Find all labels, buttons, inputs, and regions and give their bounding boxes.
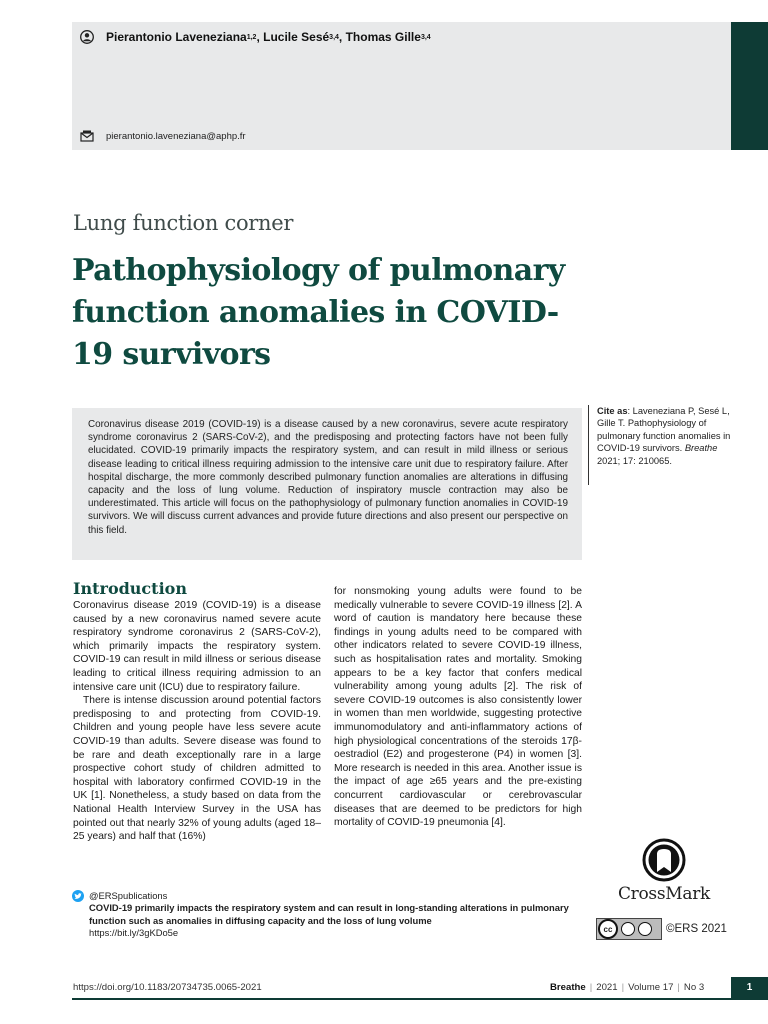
cite-journal: Breathe bbox=[684, 443, 718, 454]
abstract: Coronavirus disease 2019 (COVID-19) is a disease caused by a new coronavirus, severe acute respiratory syndrome coronavirus 2 (SARS-CoV-2), and the predisposing and protecting factors have not been fully elucidated. COVID-19 primarily impacts the respiratory system, and can result in mild illness or serious disease leading to critical illness requiring admission to the intensive care unit due to respiratory failure. After hospital discharge, the more commonly described pulmonary function anomalies are alterations in diffusing capacity and the loss of lung volume. Reduction of inspiratory muscle contraction may also be underestimated. This article will focus on the pathophysiology of pulmonary function anomalies in COVID-19 survivors. We will discuss current advances and provide future directions and also present our perspective on this field. bbox=[72, 408, 582, 560]
copyright-text: ©ERS 2021 bbox=[666, 923, 727, 935]
body-column-right bbox=[334, 585, 582, 830]
cite-text-end: 2021; 17: 210065. bbox=[597, 455, 672, 466]
body-column-left bbox=[73, 599, 321, 844]
journal-info: Breathe | 2021 | Volume 17 | No 3 bbox=[550, 982, 705, 993]
tweet-box bbox=[72, 890, 572, 940]
journal-issue: No 3 bbox=[683, 982, 705, 993]
author-email-link[interactable]: pierantonio.laveneziana@aphp.fr bbox=[106, 130, 246, 142]
license-row bbox=[596, 918, 727, 940]
email-line bbox=[80, 130, 246, 142]
journal-year: 2021 bbox=[596, 982, 618, 993]
twitter-bird-icon bbox=[72, 890, 84, 902]
body-paragraph: for nonsmoking young adults were found to be medically vulnerable to severe COVID-19 illness [2]. A word of caution is mandatory here because these findings in young adults need to be compared with other indicators related to severe COVID-19 illness, such as hospitalisation rates and mortality. Smoking appears to be a key factor that confers medical vulnerability among young adults [2]. The risk of severe COVID-19 outcomes is also consistently lower in women than men worldwide, suggesting protective immunomodulatory and anti-inflammatory actions of high physiological concentrations of the steroids 17β-oestradiol (E2) and progesterone (P4) in women [3]. More research is needed in this area. Another issue is the impact of age ≥65 years and the pre-existing concurrent cardiovascular or cerebrovascular diseases that are deemed to be predictors for high mortality of COVID-19 pneumonia [4]. bbox=[334, 586, 582, 829]
crossmark-label: CrossMark bbox=[617, 884, 711, 904]
body-paragraph: There is intense discussion around potential factors predisposing to and protecting from COVID-19. Children and young people have less severe acute COVID-19 than adults. Severe disease was found to be rare and death exceptionally rare in a large prospective cohort study of children admitted to hospital with laboratory confirmed COVID-19 in the UK [1]. Nonetheless, a study based on data from the National Health Interview Survey in the USA has pointed out that nearly 32% of young adults (aged 18–25 years) and half that (16%) bbox=[73, 695, 321, 843]
body-paragraph: Coronavirus disease 2019 (COVID-19) is a disease caused by a new coronavirus named severe acute respiratory syndrome coronavirus 2 (SARS-CoV-2), which primarily impacts the respiratory system. COVID-19 can result in mild illness or serious disease leading to critical illness requiring admission to an intensive care unit (ICU) due to respiratory failure. bbox=[73, 600, 321, 693]
citation-box bbox=[588, 405, 738, 485]
author-name: Pierantonio Laveneziana bbox=[106, 30, 247, 44]
article-title: Pathophysiology of pulmonary function anomalies in COVID-19 survivors bbox=[72, 253, 565, 372]
crossmark-icon bbox=[642, 838, 686, 882]
person-circle-icon bbox=[80, 30, 94, 44]
cc-logo: cc bbox=[598, 919, 618, 939]
tweet-link[interactable]: https://bit.ly/3gKDo5e bbox=[89, 927, 179, 939]
tweet-handle[interactable]: @ERSpublications bbox=[89, 890, 168, 901]
author-name: Thomas Gille bbox=[345, 30, 421, 44]
header-accent-bar bbox=[731, 22, 768, 150]
introduction-heading: Introduction bbox=[73, 579, 187, 598]
author-line: Pierantonio Laveneziana 1,2 , Lucile Sesé 3,4 , Thomas Gille 3,4 bbox=[80, 30, 431, 44]
journal-name: Breathe bbox=[550, 982, 586, 993]
cite-text: : Laveneziana P, Sesé L, Gille T. Pathophysiology of pulmonary function anomalies in COVID-19 survivors. bbox=[597, 406, 731, 454]
doi-link[interactable]: https://doi.org/10.1183/20734735.0065-2021 bbox=[73, 982, 262, 993]
section-kicker: Lung function corner bbox=[73, 211, 294, 235]
crossmark-logo[interactable] bbox=[614, 838, 714, 904]
tweet-text: COVID-19 primarily impacts the respiratory system and can result in long-standing alterations in pulmonary function such as anomalies in diffusing capacity and the loss of lung volume bbox=[89, 902, 569, 926]
author-affiliation: 3,4 bbox=[420, 33, 431, 41]
cc-by-nc-icon[interactable] bbox=[596, 918, 662, 940]
author-name: Lucile Sesé bbox=[263, 30, 330, 44]
envelope-icon bbox=[80, 130, 94, 142]
author-affiliation: 3,4 bbox=[329, 33, 339, 41]
cite-label: Cite as bbox=[597, 406, 628, 416]
tweet-handle-row bbox=[72, 890, 572, 902]
page-number: 1 bbox=[731, 977, 768, 998]
nc-icon bbox=[638, 922, 652, 936]
journal-volume: Volume 17 bbox=[628, 982, 674, 993]
author-affiliation: 1,2 bbox=[246, 33, 257, 41]
footer-divider bbox=[72, 998, 768, 1000]
by-icon bbox=[621, 922, 635, 936]
